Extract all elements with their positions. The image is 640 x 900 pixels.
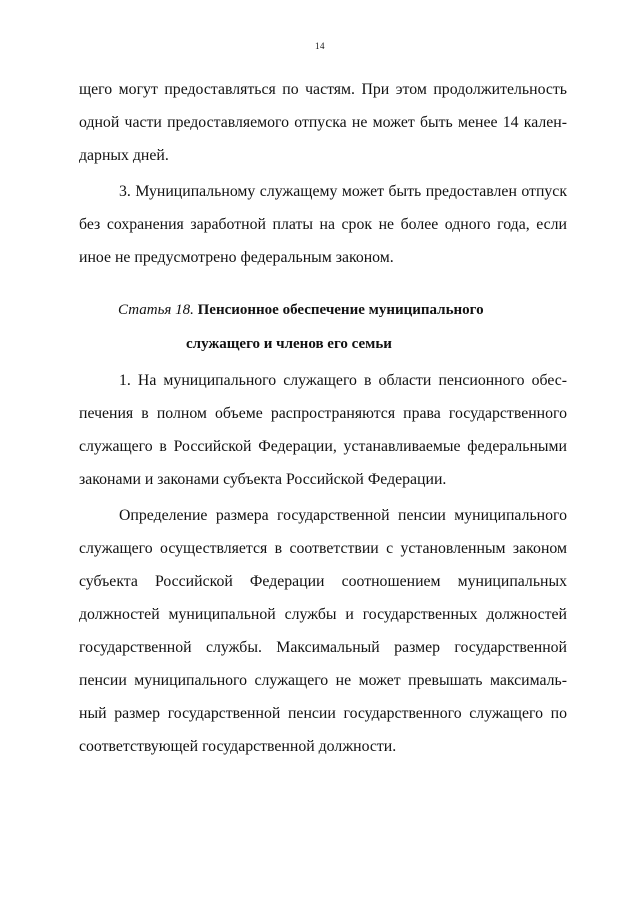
article-title-line1: Пенсионное обеспечение муниципального <box>197 302 484 318</box>
text-line: иное не предусмотрено федеральным законом. <box>79 249 394 266</box>
article-label: Статья 18. <box>118 302 194 318</box>
text-line: одной части предоставляемого отпуска не может быть менее 14 кален- <box>79 114 567 131</box>
text-line: без сохранения заработной платы на срок не более одного года, если <box>79 216 567 233</box>
text-line: должностей муниципальной службы и государственных должностей <box>79 606 567 623</box>
text-line: государственной службы. Максимальный размер государственной <box>79 639 567 656</box>
text-line: субъекта Российской Федерации соотношением муниципальных <box>79 573 567 590</box>
text-line: соответствующей государственной должности. <box>79 738 397 755</box>
text-line: служащего осуществляется в соответствии с установленным законом <box>79 540 567 557</box>
text-line: Определение размера государственной пенсии муниципального <box>119 507 567 524</box>
text-line: 3. Муниципальному служащему может быть предоставлен отпуск <box>119 183 567 200</box>
text-line: служащего в Российской Федерации, устанавливаемые федеральными <box>79 438 567 455</box>
text-line: щего могут предоставляться по частям. При этом продолжительность <box>79 81 567 98</box>
text-line: печения в полном объеме распространяются права государственного <box>79 405 567 422</box>
text-line: законами и законами субъекта Российской Федерации. <box>79 471 447 488</box>
paragraph-unpaid-leave <box>79 182 567 281</box>
article-title-line2: служащего и членов его семьи <box>186 336 392 352</box>
article-heading <box>118 302 484 319</box>
paragraph-leave-parts <box>79 80 567 179</box>
page-number: 14 <box>315 41 325 51</box>
text-line: пенсии муниципального служащего не может превышать максималь- <box>79 672 567 689</box>
paragraph-pension-rights <box>79 371 567 503</box>
text-line: 1. На муниципального служащего в области пенсионного обес- <box>119 372 567 389</box>
text-line: ный размер государственной пенсии государственного служащего по <box>79 705 567 722</box>
paragraph-pension-amount <box>79 506 567 770</box>
text-line: дарных дней. <box>79 147 169 164</box>
